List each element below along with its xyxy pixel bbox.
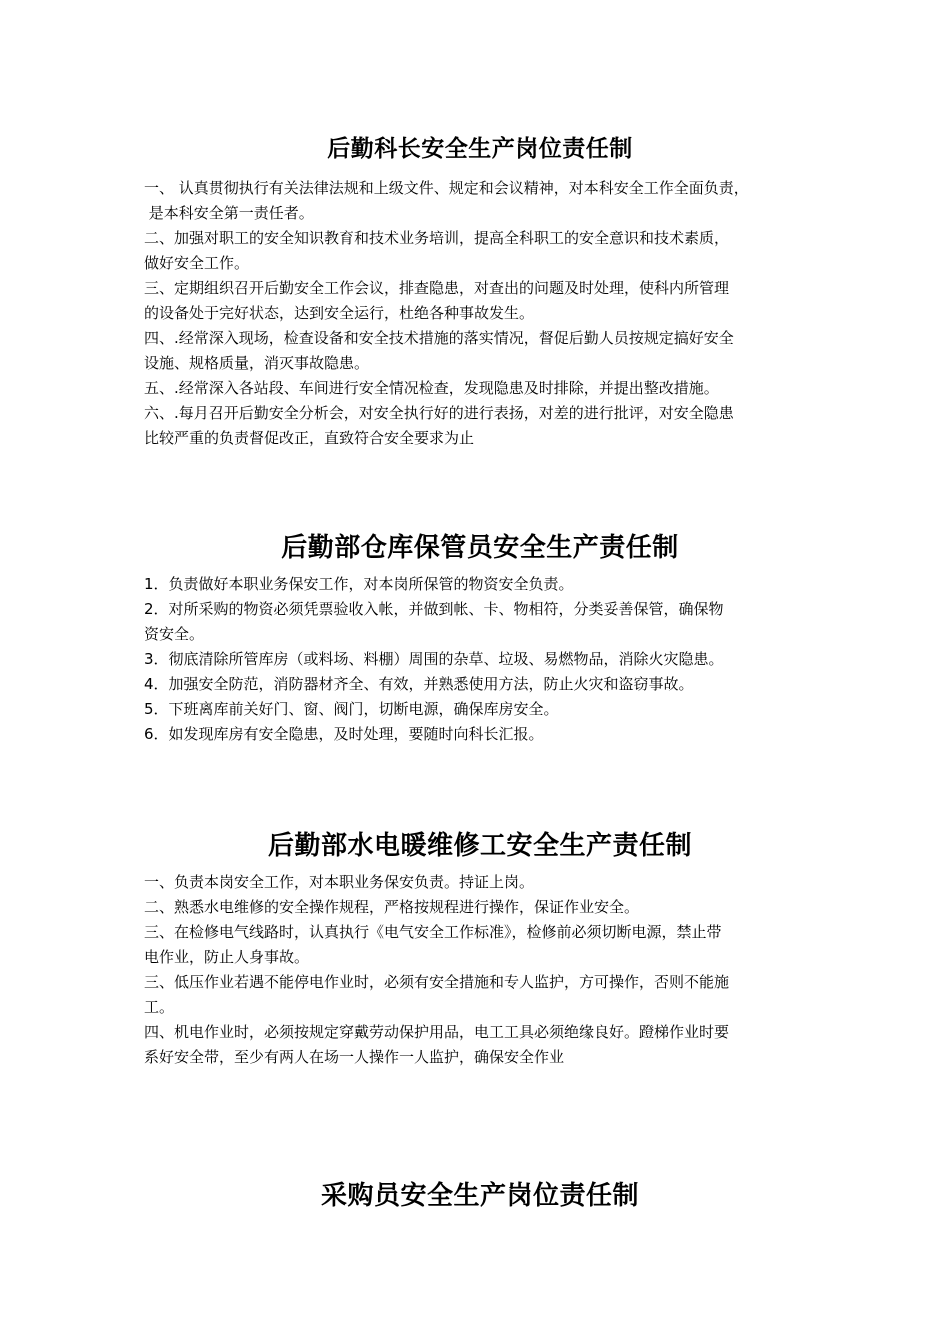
section-line: 做好安全工作。: [144, 254, 250, 272]
section-line: 3．彻底清除所管库房（或料场、料棚）周围的杂草、垃圾、易燃物品，消除火灾隐患。: [144, 650, 724, 668]
section-line: 三、在检修电气线路时，认真执行《电气安全工作标准》，检修前必须切断电源，禁止带: [144, 923, 722, 941]
section-line: 的设备处于完好状态，达到安全运行，杜绝各种事故发生。: [144, 304, 535, 322]
section-line: 4．加强安全防范，消防器材齐全、有效，并熟悉使用方法，防止火灾和盗窃事故。: [144, 675, 694, 693]
section-line: 6．如发现库房有安全隐患，及时处理，要随时向科长汇报。: [144, 725, 544, 743]
section-2: [144, 532, 816, 747]
section-line: 电作业，防止人身事故。: [144, 948, 310, 966]
section-line: 资安全。: [144, 625, 205, 643]
section-line: 1．负责做好本职业务保安工作，对本岗所保管的物资安全负责。: [144, 575, 574, 593]
section-1: [144, 134, 816, 451]
section-line: 一、 认真贯彻执行有关法律法规和上级文件、规定和会议精神，对本科安全工作全面负责，: [144, 179, 749, 197]
section-line: 四、.经常深入现场，检查设备和安全技术措施的落实情况，督促后勤人员按规定搞好安全: [144, 329, 734, 347]
section-line: 二、熟悉水电维修的安全操作规程，严格按规程进行操作，保证作业安全。: [144, 898, 640, 916]
section-line: 三、低压作业若遇不能停电作业时，必须有安全措施和专人监护，方可操作，否则不能施: [144, 973, 730, 991]
section-line: 系好安全带，至少有两人在场一人操作一人监护，确保安全作业: [144, 1048, 565, 1066]
section-line: 2．对所采购的物资必须凭票验收入帐，并做到帐、卡、物相符，分类妥善保管，确保物: [144, 600, 724, 618]
section-line: 是本科安全第一责任者。: [144, 204, 314, 222]
section-title: 后勤部仓库保管员安全生产责任制: [281, 533, 679, 563]
section-line: 比较严重的负责督促改正，直致符合安全要求为止: [144, 429, 475, 447]
section-3: [144, 830, 816, 1070]
section-line: 四、机电作业时，必须按规定穿戴劳动保护用品，电工工具必须绝缘良好。蹬梯作业时要: [144, 1023, 730, 1041]
section-line: 工。: [144, 998, 175, 1016]
section-line: 六、.每月召开后勤安全分析会，对安全执行好的进行表扬，对差的进行批评，对安全隐患: [144, 404, 734, 422]
section-line: 二、加强对职工的安全知识教育和技术业务培训，提高全科职工的安全意识和技术素质，: [144, 229, 730, 247]
section-line: 一、负责本岗安全工作，对本职业务保安负责。持证上岗。: [144, 873, 535, 891]
section-line: 设施、规格质量，消灭事故隐患。: [144, 354, 370, 372]
section-title: 后勤科长安全生产岗位责任制: [327, 136, 633, 162]
section-title: 后勤部水电暖维修工安全生产责任制: [267, 831, 692, 861]
section-line: 五、.经常深入各站段、车间进行安全情况检查，发现隐患及时排除，并提出整改措施。: [144, 379, 719, 397]
section-line: 5．下班离库前关好门、窗、阀门，切断电源，确保库房安全。: [144, 700, 559, 718]
section-4: [144, 1180, 816, 1212]
section-title: 采购员安全生产岗位责任制: [320, 1181, 639, 1211]
section-line: 三、定期组织召开后勤安全工作会议，排查隐患，对查出的问题及时处理，使科内所管理: [144, 279, 730, 297]
